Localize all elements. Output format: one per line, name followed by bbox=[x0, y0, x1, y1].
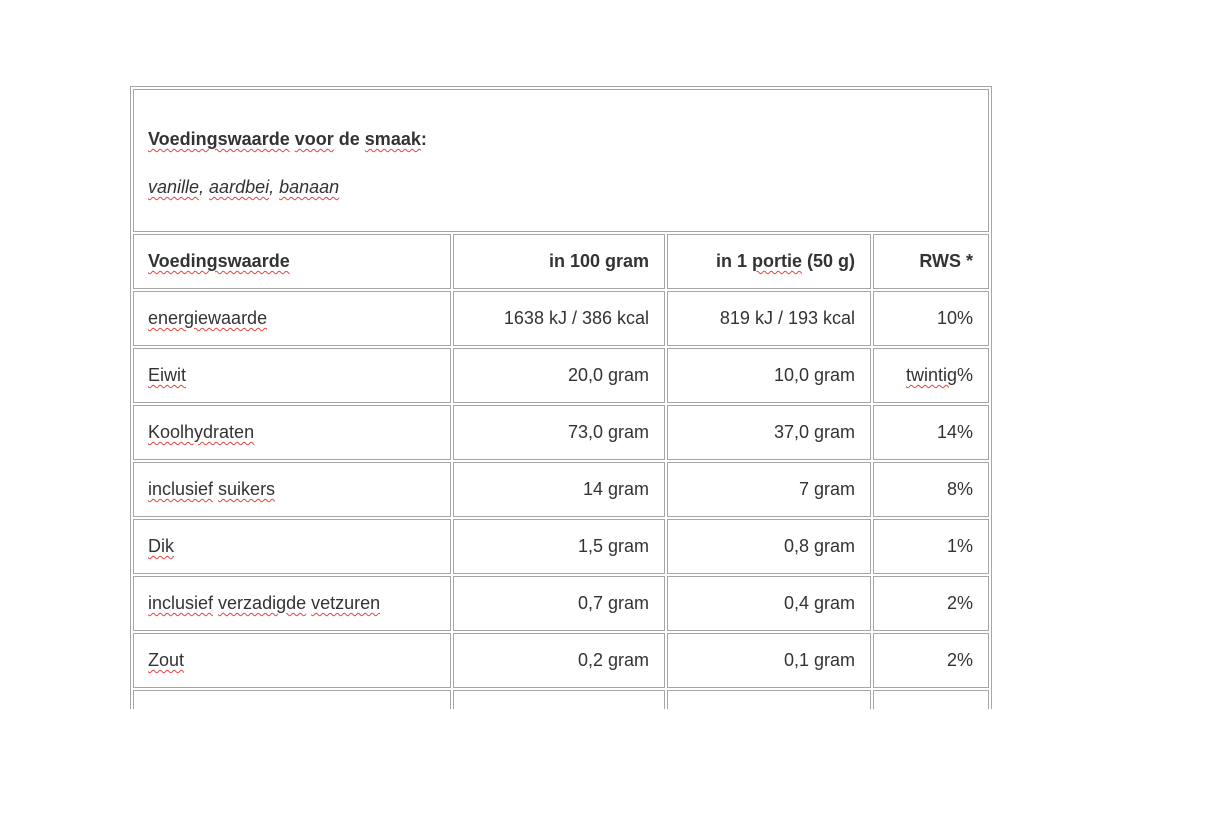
title-row bbox=[133, 89, 989, 232]
empty-cell bbox=[453, 690, 665, 709]
flavor-item: aardbei bbox=[209, 177, 270, 197]
flavor-item: vanille bbox=[148, 177, 200, 197]
nutrient-label: energiewaarde bbox=[148, 308, 268, 328]
nutrient-name bbox=[133, 519, 451, 574]
portion-value: 819 kJ / 193 kcal bbox=[667, 291, 871, 346]
rws-word: twintig bbox=[906, 365, 958, 385]
nutrient-label: Zout bbox=[148, 650, 185, 670]
rws-value: 2% bbox=[873, 576, 989, 631]
portion-value: 0,4 gram bbox=[667, 576, 871, 631]
nutrient-label: Dik bbox=[148, 536, 174, 556]
rws-value: 10% bbox=[873, 291, 989, 346]
empty-cell bbox=[133, 690, 451, 709]
portion-value: 7 gram bbox=[667, 462, 871, 517]
nutrient-label-word: verzadigde bbox=[218, 593, 307, 613]
portion-word: portie bbox=[751, 251, 802, 271]
per100-value: 0,2 gram bbox=[453, 633, 665, 688]
portion-post: (50 g) bbox=[801, 251, 855, 271]
header-row bbox=[133, 234, 989, 289]
nutrient-label-word: suikers bbox=[218, 479, 276, 499]
nutrition-table-container bbox=[130, 86, 992, 709]
title-word: de bbox=[338, 129, 360, 149]
table-row bbox=[133, 348, 989, 403]
empty-cell bbox=[873, 690, 989, 709]
nutrient-name bbox=[133, 633, 451, 688]
title-word: smaak bbox=[364, 129, 421, 149]
table-row bbox=[133, 633, 989, 688]
per100-value: 1638 kJ / 386 kcal bbox=[453, 291, 665, 346]
per100-value: 73,0 gram bbox=[453, 405, 665, 460]
nutrient-name bbox=[133, 576, 451, 631]
per100-value: 1,5 gram bbox=[453, 519, 665, 574]
portion-value: 0,8 gram bbox=[667, 519, 871, 574]
per100-value: 0,7 gram bbox=[453, 576, 665, 631]
rws-value: 2% bbox=[873, 633, 989, 688]
col-header-per100: in 100 gram bbox=[453, 234, 665, 289]
nutrient-name bbox=[133, 348, 451, 403]
title-word: voor bbox=[294, 129, 334, 149]
nutrient-name bbox=[133, 291, 451, 346]
col-header-rws: RWS * bbox=[873, 234, 989, 289]
portion-value: 0,1 gram bbox=[667, 633, 871, 688]
col-header-portion bbox=[667, 234, 871, 289]
col-header-nutrient-label: Voedingswaarde bbox=[148, 251, 290, 271]
flavor-title bbox=[148, 128, 973, 150]
col-header-nutrient bbox=[133, 234, 451, 289]
table-row bbox=[133, 462, 989, 517]
rws-value bbox=[873, 348, 989, 403]
nutrient-label: Koolhydraten bbox=[148, 422, 255, 442]
nutrient-label-word: inclusief bbox=[148, 593, 214, 613]
rws-value: 14% bbox=[873, 405, 989, 460]
title-cell bbox=[133, 89, 989, 232]
table-row bbox=[133, 405, 989, 460]
rws-suffix: % bbox=[957, 365, 974, 385]
portion-value: 10,0 gram bbox=[667, 348, 871, 403]
per100-value: 20,0 gram bbox=[453, 348, 665, 403]
nutrient-name bbox=[133, 462, 451, 517]
table-row bbox=[133, 291, 989, 346]
nutrient-label: Eiwit bbox=[148, 365, 187, 385]
portion-value: 37,0 gram bbox=[667, 405, 871, 460]
flavor-item: banaan bbox=[279, 177, 340, 197]
title-word: Voedingswaarde bbox=[148, 129, 290, 149]
nutrient-label-word: vetzuren bbox=[311, 593, 381, 613]
table-row-cutoff bbox=[133, 690, 989, 709]
table-row bbox=[133, 519, 989, 574]
rws-value: 1% bbox=[873, 519, 989, 574]
rws-value: 8% bbox=[873, 462, 989, 517]
per100-value: 14 gram bbox=[453, 462, 665, 517]
portion-pre: in 1 bbox=[715, 251, 752, 271]
nutrient-label-word: inclusief bbox=[148, 479, 214, 499]
flavor-list: vanille, aardbei, banaan bbox=[148, 177, 340, 197]
empty-cell bbox=[667, 690, 871, 709]
nutrition-table bbox=[131, 87, 991, 709]
title-colon: : bbox=[420, 129, 427, 149]
table-row bbox=[133, 576, 989, 631]
nutrient-name bbox=[133, 405, 451, 460]
